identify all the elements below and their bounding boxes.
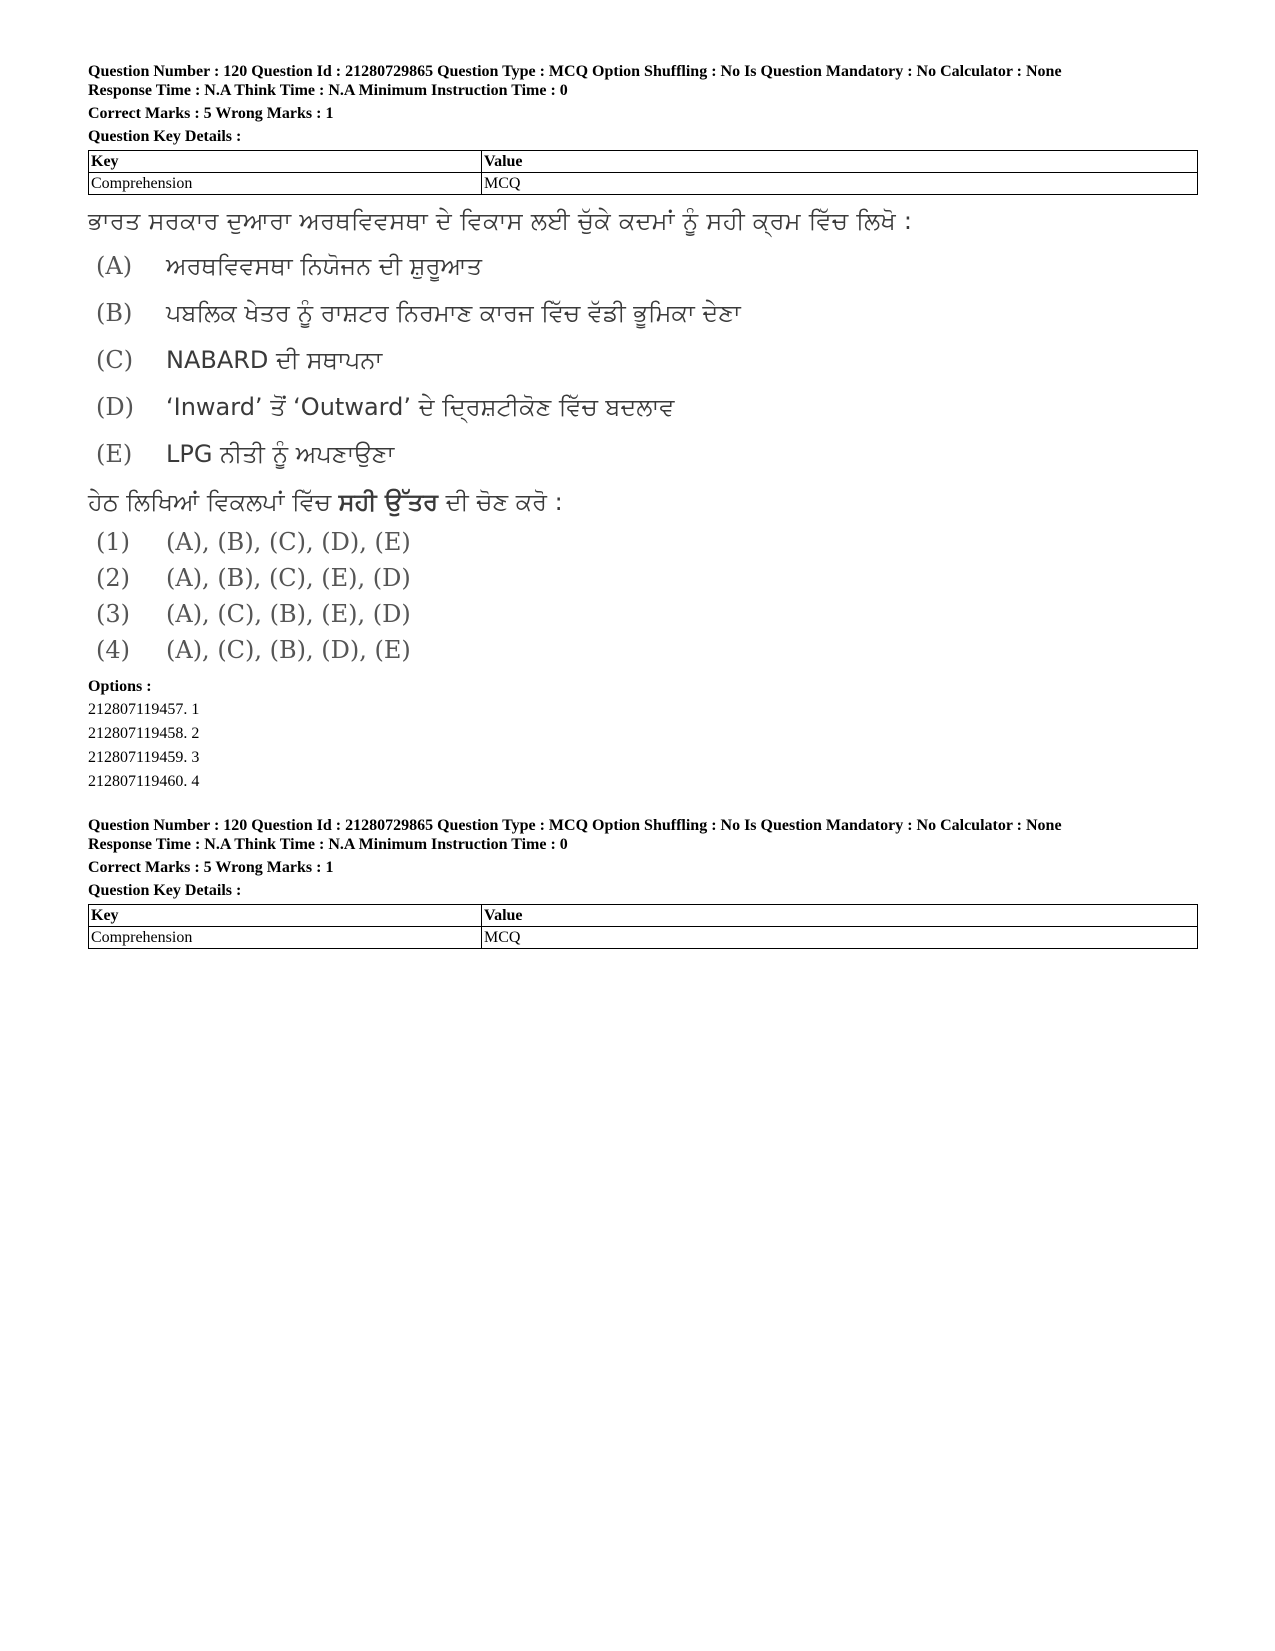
item-text: ਪਬਲਿਕ ਖੇਤਰ ਨੂੰ ਰਾਸ਼ਟਰ ਨਿਰਮਾਣ ਕਾਰਜ ਵਿੱਚ ਵੱਡੀ ਭੂਮਿਕਾ ਦੇਣਾ [166, 299, 741, 327]
table-cell-value: MCQ [482, 927, 1198, 949]
choice-label: (4) [96, 636, 130, 664]
item-text: LPG ਨੀਤੀ ਨੂੰ ਅਪਣਾਉਣਾ [166, 440, 395, 468]
answer-choice-1 [88, 524, 1198, 560]
choice-text: (A), (C), (B), (D), (E) [166, 636, 411, 664]
item-text: NABARD ਦੀ ਸਥਾਪਨਾ [166, 346, 383, 374]
question-content [88, 201, 1198, 668]
table-cell-key: Comprehension [89, 173, 482, 195]
table-header-value: Value [482, 151, 1198, 173]
question-meta-line: Question Number : 120 Question Id : 21280729865 Question Type : MCQ Option Shuffling : No Is Question Mandatory : No Calculator : None [88, 63, 1062, 80]
option-item: 212807119457. 1 [88, 701, 200, 718]
key-details-table [88, 150, 1198, 195]
table-header-key: Key [89, 151, 482, 173]
item-label: (C) [96, 346, 134, 374]
key-details-label: Question Key Details : [88, 882, 242, 899]
response-time-line: Response Time : N.A Think Time : N.A Minimum Instruction Time : 0 [88, 82, 568, 99]
choice-label: (2) [96, 564, 130, 592]
choice-label: (1) [96, 528, 130, 556]
question-item-b [88, 290, 1198, 337]
question-block-1 [88, 62, 1198, 794]
item-label: (E) [96, 440, 133, 468]
question-item-a [88, 243, 1198, 290]
key-details-table [88, 904, 1198, 949]
options-label: Options : [88, 678, 152, 695]
item-label: (A) [96, 252, 133, 280]
document-page [88, 62, 1198, 949]
item-label: (B) [96, 299, 133, 327]
question-meta-line: Question Number : 120 Question Id : 21280729865 Question Type : MCQ Option Shuffling : No Is Question Mandatory : No Calculator : None [88, 817, 1062, 834]
answer-choice-3 [88, 596, 1198, 632]
answer-prompt-bold: ਸਹੀ ਉੱਤਰ [338, 488, 438, 516]
choice-text: (A), (B), (C), (D), (E) [166, 528, 411, 556]
option-item: 212807119459. 3 [88, 749, 200, 766]
item-text: ‘Inward’ ਤੋਂ ‘Outward’ ਦੇ ਦ੍ਰਿਸ਼ਟੀਕੋਣ ਵਿੱਚ ਬਦਲਾਵ [166, 393, 675, 421]
key-details-label: Question Key Details : [88, 128, 242, 145]
question-block-2 [88, 816, 1198, 949]
question-item-e [88, 431, 1198, 478]
answer-choice-2 [88, 560, 1198, 596]
table-row [89, 173, 1198, 195]
question-stem: ਭਾਰਤ ਸਰਕਾਰ ਦੁਆਰਾ ਅਰਥਵਿਵਸਥਾ ਦੇ ਵਿਕਾਸ ਲਈ ਚੁੱਕੇ ਕਦਮਾਂ ਨੂੰ ਸਹੀ ਕ੍ਰਮ ਵਿੱਚ ਲਿਖੋ : [88, 207, 913, 235]
answer-choice-4 [88, 632, 1198, 668]
table-cell-key: Comprehension [89, 927, 482, 949]
table-cell-value: MCQ [482, 173, 1198, 195]
question-item-d [88, 384, 1198, 431]
choice-text: (A), (C), (B), (E), (D) [166, 600, 411, 628]
choice-label: (3) [96, 600, 130, 628]
option-item: 212807119458. 2 [88, 725, 200, 742]
marks-line: Correct Marks : 5 Wrong Marks : 1 [88, 859, 334, 876]
question-item-c [88, 337, 1198, 384]
table-header-row [89, 151, 1198, 173]
table-header-key: Key [89, 905, 482, 927]
answer-prompt [88, 480, 1198, 524]
choice-text: (A), (B), (C), (E), (D) [166, 564, 411, 592]
item-label: (D) [96, 393, 134, 421]
table-header-row [89, 905, 1198, 927]
answer-prompt-pre: ਹੇਠ ਲਿਖਿਆਂ ਵਿਕਲਪਾਂ ਵਿੱਚ [88, 488, 339, 516]
answer-prompt-post: ਦੀ ਚੋਣ ਕਰੋ : [437, 488, 563, 516]
table-row [89, 927, 1198, 949]
item-text: ਅਰਥਵਿਵਸਥਾ ਨਿਯੋਜਨ ਦੀ ਸ਼ੁਰੂਆਤ [166, 252, 482, 280]
marks-line: Correct Marks : 5 Wrong Marks : 1 [88, 105, 334, 122]
response-time-line: Response Time : N.A Think Time : N.A Minimum Instruction Time : 0 [88, 836, 568, 853]
option-item: 212807119460. 4 [88, 773, 200, 790]
table-header-value: Value [482, 905, 1198, 927]
